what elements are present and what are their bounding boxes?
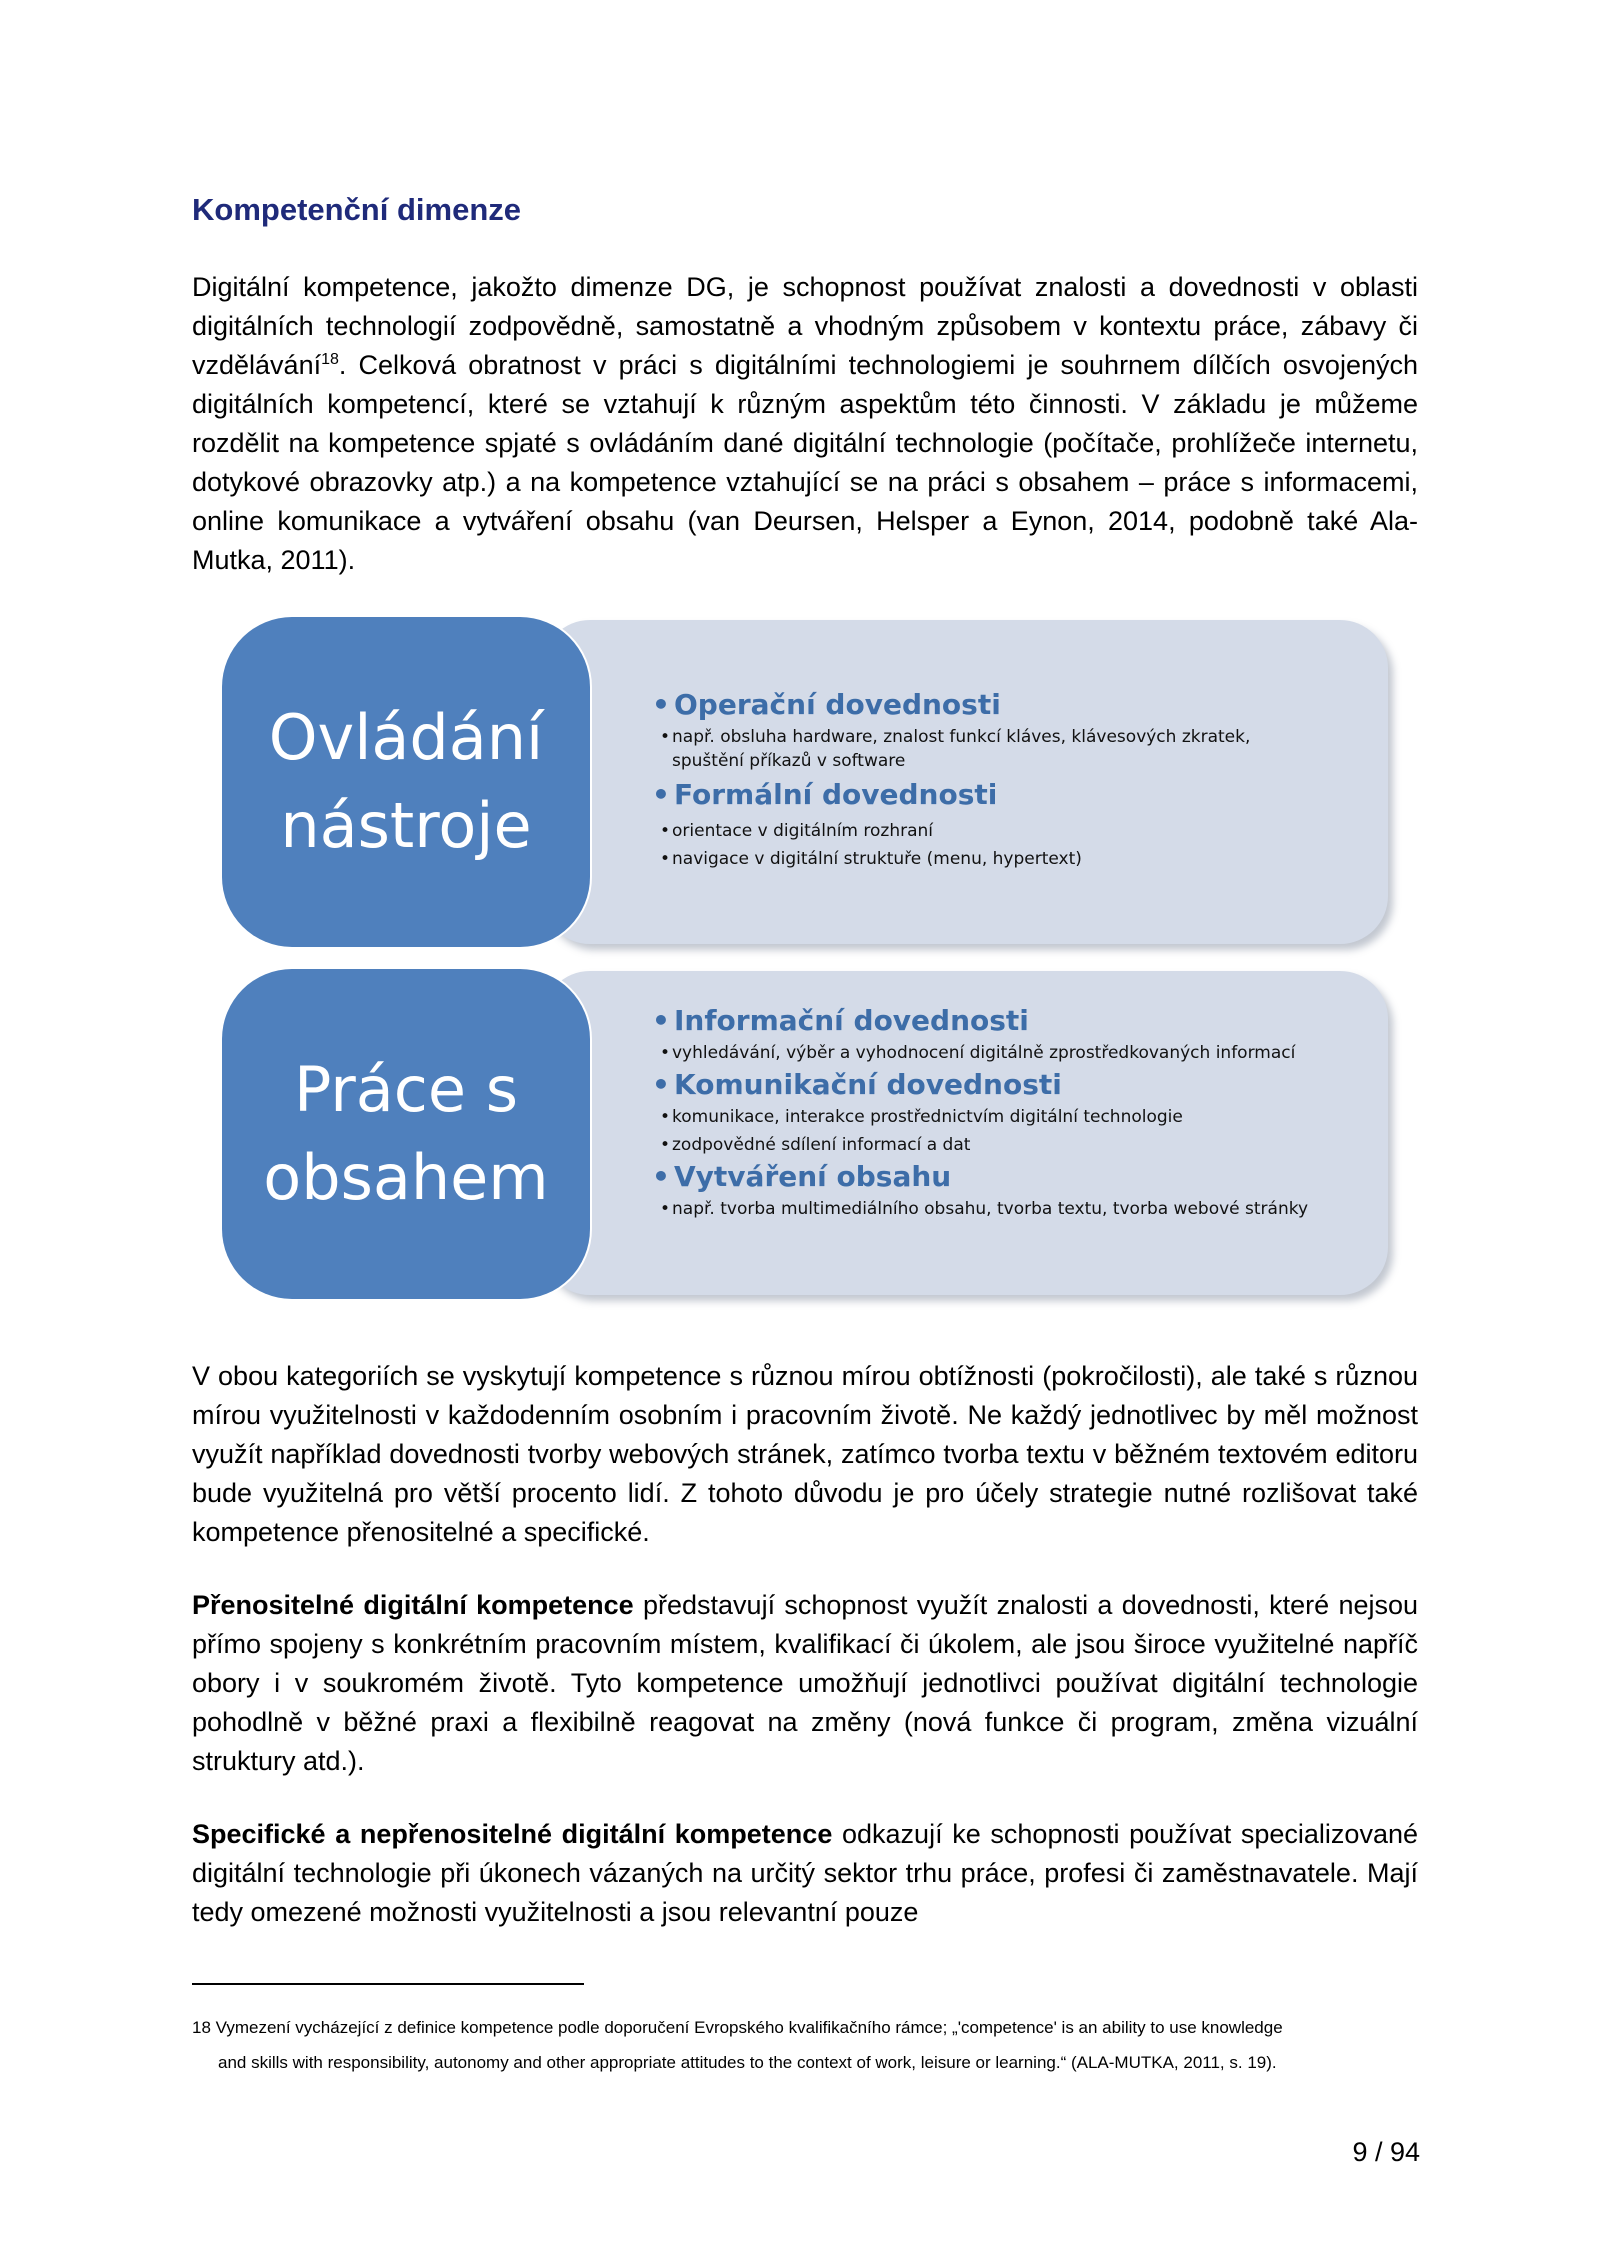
subitem-content-creation-1: • např. tvorba multimediálního obsahu, tvorba textu, tvorba webové stránky	[652, 1197, 1312, 1221]
footnote-separator	[192, 1983, 584, 1985]
subitem-formal-1: • orientace v digitálním rozhraní	[652, 819, 1312, 843]
label-box-content-work	[222, 969, 590, 1299]
footnote-line1: 18 Vymezení vycházející z definice kompetence podle doporučení Evropského kvalifikačního rámce; „'competence' is an ability to use knowledge	[192, 2018, 1283, 2037]
category-label: Informační dovednosti	[674, 1004, 1029, 1037]
bullet-dot: •	[652, 1004, 670, 1037]
subitem-formal-2: • navigace v digitální struktuře (menu, hypertext)	[652, 847, 1312, 871]
paragraph-specific-text: odkazují ke schopnosti používat specializované digitální technologie při úkonech vázaných na určitý sektor trhu práce, profesi či zaměstnavatele. Mají tedy omezené možnosti využitelnosti a jsou relevantní pouze	[192, 1819, 1418, 1927]
category-formal-skills	[652, 775, 1312, 815]
label-tool-control-line2: nástroje	[280, 789, 532, 862]
paragraph-intro-text-b: . Celková obratnost v práci s digitálními technologiemi je souhrnem dílčích osvojených digitálních kompetencí, které se vztahují k různým aspektům této činnosti. V základu je můžeme rozdělit na kompetence spjaté s ovládáním dané digitální technologie (počítače, prohlížeče internetu, dotykové obrazovky atp.) a na kompetence vztahující se na práci s obsahem – práce s informacemi, online komunikace a vytváření obsahu (van Deursen, Helsper a Eynon, 2014, podobně také Ala-Mutka, 2011).	[192, 350, 1418, 575]
subitem-operational-1: • např. obsluha hardware, znalost funkcí kláves, klávesových zkratek, spuštění příkazů v software	[652, 725, 1312, 773]
label-box-tool-control	[222, 617, 590, 947]
footnote-line2: and skills with responsibility, autonomy and other appropriate attitudes to the context of work, leisure or learning.“ (ALA-MUTKA, 2011, s. 19).	[218, 2053, 1277, 2072]
bullet-dot: •	[652, 688, 670, 721]
footnote-reference[interactable]: 18	[321, 351, 339, 368]
competence-diagram	[222, 617, 1398, 1301]
paragraph-intro-text-a: Digitální kompetence, jakožto dimenze DG, je schopnost používat znalosti a dovednosti v oblasti digitálních technologií zodpovědně, samostatně a vhodným způsobem v kontextu práce, zábavy či vzdělávání	[192, 272, 1418, 380]
paragraph-transferable	[192, 1586, 1418, 1781]
subitem-communication-1: • komunikace, interakce prostřednictvím digitální technologie	[652, 1105, 1312, 1129]
content-tool-control	[652, 685, 1312, 871]
term-transferable: Přenositelné digitální kompetence	[192, 1590, 634, 1620]
category-label: Komunikační dovednosti	[674, 1068, 1062, 1101]
paragraph-transferable-text: představují schopnost využít znalosti a dovednosti, které nejsou přímo spojeny s konkrétním pracovním místem, kvalifikací či úkolem, ale jsou široce využitelné napříč obory i v soukromém životě. Tyto kompetence umožňují jednotlivci používat digitální technologie pohodlně v běžné praxi a flexibilně reagovat na změny (nová funkce či program, změna vizuální struktury atd.).	[192, 1590, 1419, 1776]
label-tool-control-line1: Ovládání	[268, 701, 544, 774]
category-label: Formální dovednosti	[674, 778, 998, 811]
category-information-skills	[652, 1001, 1312, 1041]
bullet-dot: •	[652, 1160, 670, 1193]
bullet-dot: •	[652, 778, 670, 811]
category-label: Operační dovednosti	[674, 688, 1001, 721]
footnote	[192, 2010, 1422, 2080]
content-content-work	[652, 1001, 1312, 1221]
label-content-work-line2: obsahem	[263, 1141, 549, 1214]
paragraph-categories: V obou kategoriích se vyskytují kompetence s různou mírou obtížnosti (pokročilosti), ale také s různou mírou využitelnosti v každodenním osobním i pracovním životě. Ne každý jednotlivec by měl možnost využít například dovednosti tvorby webových stránek, zatímco tvorba textu v běžném textovém editoru bude využitelná pro větší procento lidí. Z tohoto důvodu je pro účely strategie nutné rozlišovat také kompetence přenositelné a specifické.	[192, 1361, 1418, 1547]
page-number: 9 / 94	[1352, 2137, 1420, 2167]
category-operational-skills	[652, 685, 1312, 725]
label-content-work-line1: Práce s	[293, 1053, 519, 1126]
term-specific: Specifické a nepřenositelné digitální kompetence	[192, 1819, 833, 1849]
category-communication-skills	[652, 1065, 1312, 1105]
category-content-creation	[652, 1157, 1312, 1197]
paragraph-intro	[192, 268, 1418, 580]
paragraph-specific	[192, 1815, 1418, 1932]
subitem-information-1: • vyhledávání, výběr a vyhodnocení digitálně zprostředkovaných informací	[652, 1041, 1312, 1065]
category-label: Vytváření obsahu	[674, 1160, 952, 1193]
section-heading: Kompetenční dimenze	[192, 192, 521, 227]
bullet-dot: •	[652, 1068, 670, 1101]
subitem-communication-2: • zodpovědné sdílení informací a dat	[652, 1133, 1312, 1157]
